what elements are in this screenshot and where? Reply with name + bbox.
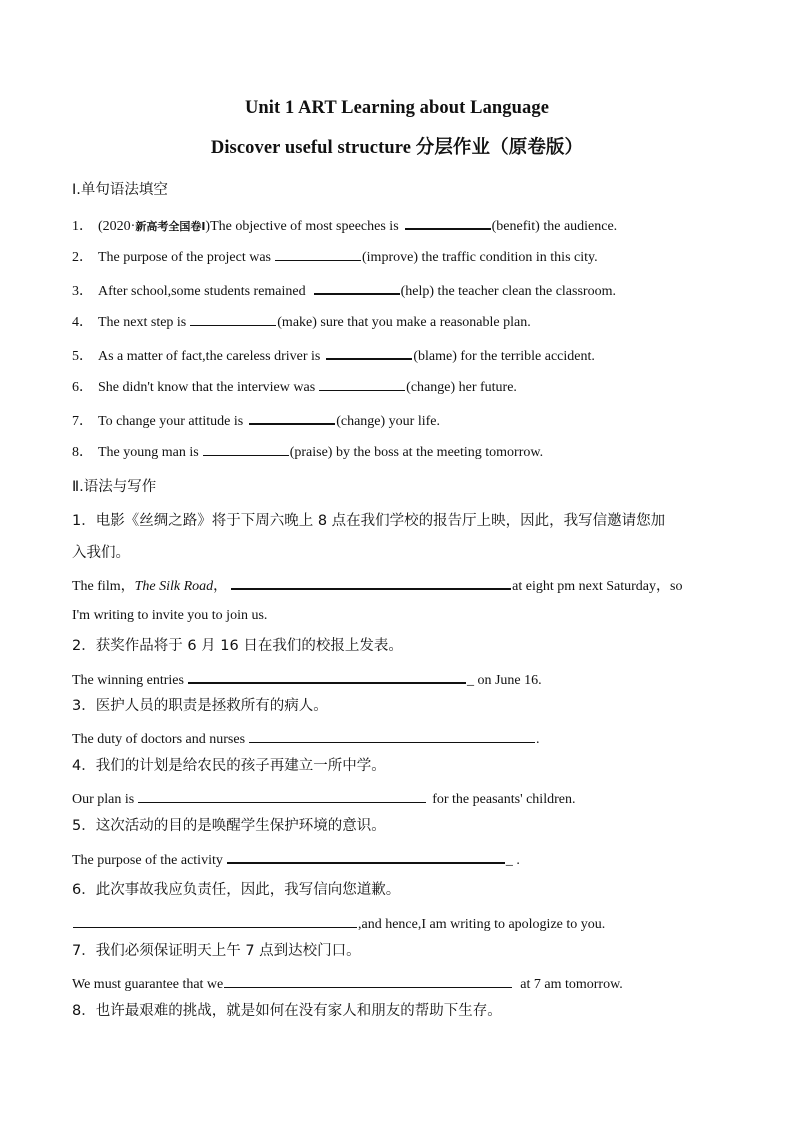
answer-blank[interactable]: [73, 913, 357, 928]
s2-q1-chinese-cont: 入我们。: [72, 545, 130, 561]
title-line-1: Unit 1 ART Learning about Language: [244, 98, 550, 118]
section-2-heading: Ⅱ.语法与写作: [72, 479, 157, 495]
answer-blank[interactable]: [249, 728, 535, 743]
answer-blank[interactable]: [138, 788, 426, 803]
s2-q4-chinese: 4．我们的计划是给农民的孩子再建立一所中学。: [72, 758, 386, 774]
s1-question-6: 6． She didn't know that the interview was (change) her future.: [72, 376, 517, 396]
s2-q6-chinese: 6．此次事故我应负责任，因此，我写信向您道歉。: [72, 882, 401, 898]
s2-q7-english: We must guarantee that we at 7 am tomorrow.: [72, 973, 623, 993]
answer-blank[interactable]: [188, 668, 466, 684]
answer-blank[interactable]: [275, 246, 361, 261]
answer-blank[interactable]: [224, 973, 512, 988]
title-line-2: Discover useful structure 分层作业（原卷版）: [210, 138, 584, 158]
s2-q2-chinese: 2．获奖作品将于 6 月 16 日在我们的校报上发表。: [72, 638, 403, 654]
s2-q2-english: The winning entries _ on June 16.: [72, 668, 542, 689]
s2-q1-english: The film， The Silk Road ， at eight pm next Saturday，so: [72, 574, 682, 595]
section-1-heading: Ⅰ.单句语法填空: [72, 182, 168, 198]
s1-question-5: 5． As a matter of fact,the careless driver is (blame) for the terrible accident.: [72, 344, 595, 365]
s2-q4-english: Our plan is for the peasants' children.: [72, 788, 575, 808]
s2-q8-chinese: 8．也许最艰难的挑战，就是如何在没有家人和朋友的帮助下生存。: [72, 1003, 502, 1019]
s2-q3-english: The duty of doctors and nurses .: [72, 728, 540, 748]
answer-blank[interactable]: [231, 574, 511, 590]
s1-question-4: 4． The next step is (make) sure that you make a reasonable plan.: [72, 311, 531, 331]
s2-q6-english: ,and hence,I am writing to apologize to you.: [72, 913, 605, 933]
source-label: 新高考全国卷Ⅰ: [135, 220, 206, 233]
answer-blank[interactable]: [203, 441, 289, 456]
s1-question-7: 7． To change your attitude is (change) your life.: [72, 409, 440, 430]
answer-blank[interactable]: [227, 848, 505, 864]
s2-q5-chinese: 5．这次活动的目的是唤醒学生保护环境的意识。: [72, 818, 386, 834]
s1-question-2: 2． The purpose of the project was (improve) the traffic condition in this city.: [72, 246, 598, 266]
s2-q7-chinese: 7．我们必须保证明天上午 7 点到达校门口。: [72, 943, 361, 959]
s2-q5-english: The purpose of the activity _ .: [72, 848, 520, 869]
s2-q1-english-cont: I'm writing to invite you to join us.: [72, 608, 268, 623]
s1-question-8: 8． The young man is (praise) by the boss at the meeting tomorrow.: [72, 441, 543, 461]
film-title: The Silk Road: [134, 579, 214, 594]
answer-blank[interactable]: [314, 279, 400, 295]
s2-q3-chinese: 3．医护人员的职责是拯救所有的病人。: [72, 698, 328, 714]
s1-question-1: 1． (2020· 新高考全国卷Ⅰ )The objective of most speeches is (benefit) the audience.: [72, 214, 617, 235]
s1-question-3: 3． After school,some students remained (help) the teacher clean the classroom.: [72, 279, 616, 300]
answer-blank[interactable]: [326, 344, 412, 360]
answer-blank[interactable]: [249, 409, 335, 425]
answer-blank[interactable]: [405, 214, 491, 230]
s2-q1-chinese: 1．电影《丝绸之路》将于下周六晚上 8 点在我们学校的报告厅上映，因此，我写信邀请您加: [72, 513, 666, 529]
answer-blank[interactable]: [319, 376, 405, 391]
answer-blank[interactable]: [190, 311, 276, 326]
